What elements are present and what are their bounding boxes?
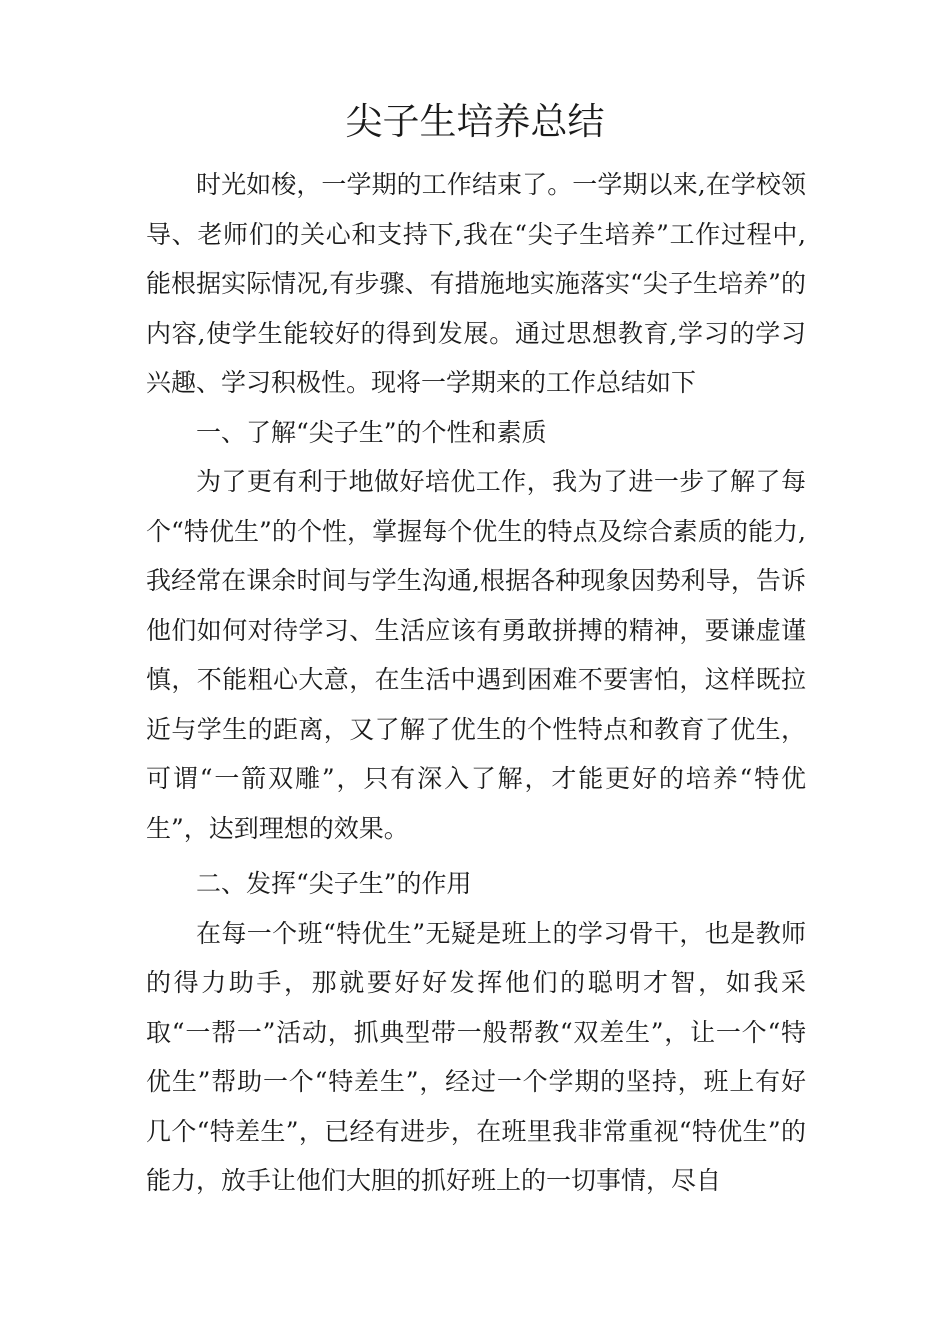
document-body [146,160,806,1206]
intro-paragraph: 时光如梭，一学期的工作结束了。一学期以来,在学校领导、老师们的关心和支持下,我在“尖子生培养”工作过程中,能根据实际情况,有步骤、有措施地实施落实“尖子生培养”的内容,使学生能较好的得到发展。通过思想教育,学习的学习兴趣、学习积极性。现将一学期来的工作总结如下 [146,170,806,397]
document-title: 尖子生培养总结 [345,100,605,143]
section-1-paragraph: 为了更有利于地做好培优工作，我为了进一步了解了每个“特优生”的个性，掌握每个优生的特点及综合素质的能力,我经常在课余时间与学生沟通,根据各种现象因势利导，告诉他们如何对待学习、生活应该有勇敢拼搏的精神，要谦虚谨慎，不能粗心大意，在生活中遇到困难不要害怕，这样既拉近与学生的距离，又了解了优生的个性特点和教育了优生，可谓“一箭双雕”，只有深入了解，才能更好的培养“特优生”，达到理想的效果。 [146,467,806,843]
section-2-paragraph: 在每一个班“特优生”无疑是班上的学习骨干，也是教师的得力助手，那就要好好发挥他们的聪明才智，如我采取“一帮一”活动，抓典型带一般帮教“双差生”，让一个“特优生”帮助一个“特差生”，经过一个学期的坚持，班上有好几个“特差生”，已经有进步，在班里我非常重视“特优生”的能力，放手让他们大胆的抓好班上的一切事情，尽自 [146,918,806,1195]
section-heading-2: 二、发挥“尖子生”的作用 [196,869,472,898]
section-heading-1: 一、了解“尖子生”的个性和素质 [196,417,547,447]
